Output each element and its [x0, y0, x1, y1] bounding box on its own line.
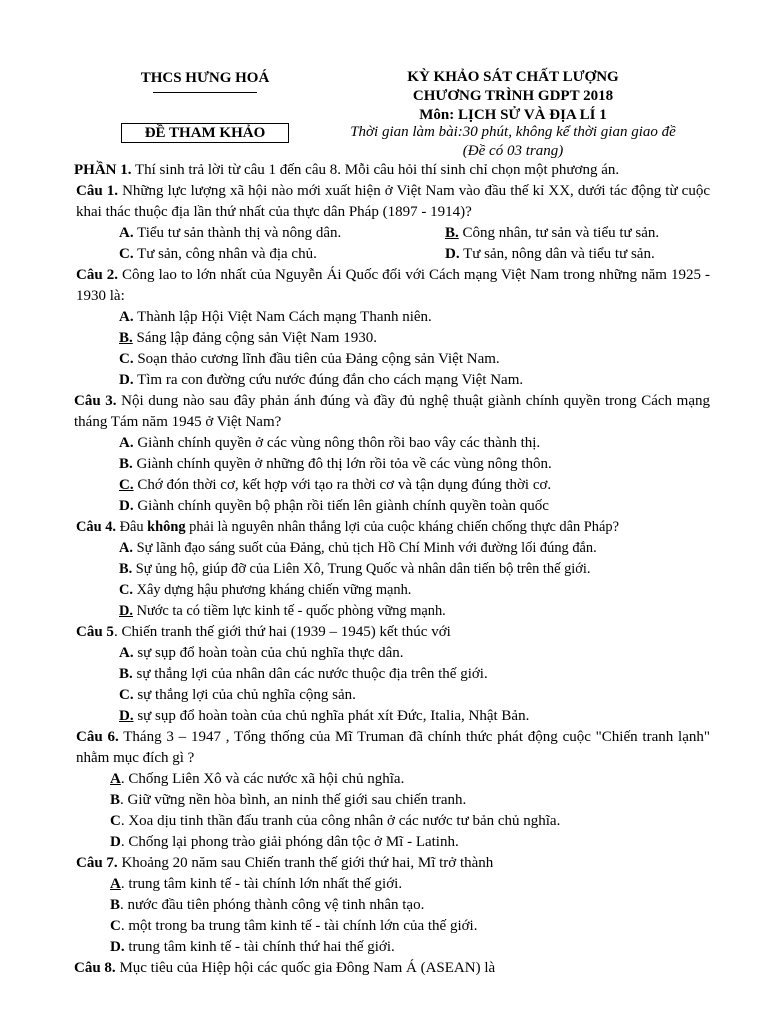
- part1-label: PHẦN 1.: [74, 162, 132, 178]
- option-c[interactable]: [74, 580, 710, 601]
- option-letter: C.: [119, 582, 133, 598]
- option-b[interactable]: [74, 664, 710, 685]
- option-letter: C.: [119, 477, 134, 493]
- question-text: Tháng 3 – 1947 , Tổng thống của Mĩ Truman đã chính thức phát động cuộc "Chiến tranh lạnh" nhằm mục đích gì ?: [76, 729, 710, 766]
- option-b[interactable]: [74, 454, 710, 475]
- option-text: . một trong ba trung tâm kinh tế - tài chính lớn của thế giới.: [120, 918, 478, 934]
- option-text: Tư sản, công nhân và địa chủ.: [133, 246, 317, 262]
- option-text: sự thắng lợi của chủ nghĩa cộng sản.: [133, 687, 356, 703]
- question-1: [74, 181, 710, 223]
- exam-body: [74, 160, 710, 979]
- option-letter: D.: [119, 372, 134, 388]
- question-4: [74, 517, 710, 538]
- option-text: sự sụp đổ hoàn toàn của chủ nghĩa phát xít Đức, Italia, Nhật Bản.: [133, 708, 530, 724]
- question-text: Công lao to lớn nhất của Nguyễn Ái Quốc đối với Cách mạng Việt Nam trong những năm 1925 - 1930 là:: [76, 267, 710, 304]
- option-text: Chớ đón thời cơ, kết hợp với tạo ra thời cơ và tận dụng đúng thời cơ.: [133, 477, 552, 493]
- question-label: Câu 8.: [74, 960, 116, 976]
- option-letter: A: [110, 876, 121, 892]
- option-letter: D.: [445, 246, 460, 262]
- question-text: Khoảng 20 năm sau Chiến tranh thế giới thứ hai, Mĩ trở thành: [117, 855, 494, 871]
- option-letter: C.: [119, 687, 134, 703]
- option-letter: A: [110, 771, 121, 787]
- option-letter: C.: [119, 351, 134, 367]
- option-text: Nước ta có tiềm lực kinh tế - quốc phòng vững mạnh.: [133, 603, 446, 619]
- option-text: Giành chính quyền ở các vùng nông thôn rồi bao vây các thành thị.: [133, 435, 541, 451]
- option-text: . Giữ vững nền hòa bình, an ninh thế giới sau chiến tranh.: [120, 792, 467, 808]
- option-letter: D.: [110, 939, 125, 955]
- option-letter: A.: [119, 645, 134, 661]
- option-text: . Xoa dịu tinh thần đấu tranh của công nhân ở các nước tư bản chủ nghĩa.: [120, 813, 561, 829]
- option-c[interactable]: [74, 811, 710, 832]
- option-text: . trung tâm kinh tế - tài chính lớn nhất thế giới.: [120, 876, 403, 892]
- option-letter: A.: [119, 435, 134, 451]
- option-text: Giành chính quyền ở những đô thị lớn rồi tỏa về các vùng nông thôn.: [132, 456, 552, 472]
- option-b[interactable]: [74, 328, 710, 349]
- option-text: Tiểu tư sản thành thị và nông dân.: [133, 225, 342, 241]
- option-text: sự sụp đổ hoàn toàn của chủ nghĩa thực dân.: [133, 645, 404, 661]
- option-letter: D.: [119, 603, 133, 619]
- subject-title: Môn: LỊCH SỬ VÀ ĐỊA LÍ 1: [419, 107, 607, 123]
- option-a[interactable]: [119, 223, 445, 244]
- question-label: Câu 6.: [76, 729, 119, 745]
- school-underline: [153, 92, 257, 93]
- option-b[interactable]: [74, 895, 710, 916]
- question-3: [74, 391, 710, 433]
- option-c[interactable]: [74, 349, 710, 370]
- time-info: [330, 123, 696, 161]
- question-6: [74, 727, 710, 769]
- option-d[interactable]: [445, 244, 655, 265]
- option-a[interactable]: [74, 433, 710, 454]
- option-letter: B.: [119, 330, 133, 346]
- question-label: Câu 5: [76, 624, 114, 640]
- option-text: Tìm ra con đường cứu nước đúng đắn cho cách mạng Việt Nam.: [133, 372, 524, 388]
- option-letter: B.: [119, 456, 133, 472]
- question-5: [74, 622, 710, 643]
- question-emphasis: không: [147, 519, 186, 535]
- option-text: Thành lập Hội Việt Nam Cách mạng Thanh niên.: [133, 309, 432, 325]
- question-pre: Đâu: [115, 519, 148, 535]
- question-label: Câu 3.: [74, 393, 117, 409]
- option-a[interactable]: [74, 643, 710, 664]
- option-letter: D.: [119, 708, 134, 724]
- q1-options-row-1: [74, 223, 710, 244]
- option-c[interactable]: [74, 916, 710, 937]
- exam-header: [330, 68, 696, 125]
- part1-instruction: [74, 160, 710, 181]
- option-d[interactable]: [74, 832, 710, 853]
- option-c[interactable]: [74, 685, 710, 706]
- option-b[interactable]: [74, 790, 710, 811]
- question-8: [74, 958, 710, 979]
- option-text: . nước đầu tiên phóng thành công vệ tinh nhân tạo.: [120, 897, 425, 913]
- option-letter: B: [110, 897, 121, 913]
- option-letter: C: [110, 813, 121, 829]
- option-letter: C: [110, 918, 121, 934]
- question-label: Câu 4.: [76, 519, 116, 535]
- question-text: . Chiến tranh thế giới thứ hai (1939 – 1945) kết thúc với: [113, 624, 451, 640]
- option-text: Sự lãnh đạo sáng suốt của Đảng, chủ tịch Hồ Chí Minh với đường lối đúng đắn.: [133, 540, 597, 556]
- option-text: . Chống Liên Xô và các nước xã hội chủ nghĩa.: [120, 771, 405, 787]
- option-a[interactable]: [74, 769, 710, 790]
- option-b[interactable]: [74, 559, 710, 580]
- option-a[interactable]: [74, 538, 710, 559]
- program-title: CHƯƠNG TRÌNH GDPT 2018: [412, 88, 614, 104]
- time-note: Thời gian làm bài:30 phút, không kể thời gian giao đề: [350, 124, 676, 140]
- question-text: Những lực lượng xã hội nào mới xuất hiện ở Việt Nam vào đầu thế kỉ XX, dưới tác động từ cuộc khai thác thuộc địa lần thứ nhất của thực dân Pháp (1897 - 1914)?: [76, 183, 710, 220]
- reference-exam-box: ĐỀ THAM KHẢO: [121, 123, 289, 143]
- option-text: Xây dựng hậu phương kháng chiến vững mạnh.: [133, 582, 412, 598]
- option-c[interactable]: [119, 244, 445, 265]
- option-d[interactable]: [74, 601, 710, 622]
- exam-title: KỲ KHẢO SÁT CHẤT LƯỢNG: [407, 69, 619, 85]
- option-letter: D.: [119, 498, 134, 514]
- option-text: Giành chính quyền bộ phận rồi tiến lên giành chính quyền toàn quốc: [133, 498, 549, 514]
- pages-note: (Đề có 03 trang): [462, 143, 564, 159]
- option-letter: B.: [119, 561, 133, 577]
- question-text: Mục tiêu của Hiệp hội các quốc gia Đông Nam Á (ASEAN) là: [115, 960, 496, 976]
- question-label: Câu 7.: [76, 855, 118, 871]
- option-d[interactable]: [74, 370, 710, 391]
- option-letter: A.: [119, 225, 134, 241]
- option-text: . Chống lại phong trào giải phóng dân tộc ở Mĩ - Latinh.: [120, 834, 459, 850]
- option-text: Công nhân, tư sản và tiểu tư sản.: [458, 225, 660, 241]
- option-a[interactable]: [74, 874, 710, 895]
- option-text: Soạn thảo cương lĩnh đầu tiên của Đảng cộng sản Việt Nam.: [133, 351, 500, 367]
- option-letter: A.: [119, 540, 133, 556]
- option-letter: D: [110, 834, 121, 850]
- option-letter: C.: [119, 246, 134, 262]
- part1-text: Thí sinh trả lời từ câu 1 đến câu 8. Mỗi câu hỏi thí sinh chỉ chọn một phương án.: [131, 162, 620, 178]
- option-letter: B: [110, 792, 121, 808]
- school-name: THCS HƯNG HOÁ: [140, 70, 270, 86]
- option-d[interactable]: [74, 937, 710, 958]
- school-header: [120, 68, 290, 93]
- question-2: [74, 265, 710, 307]
- option-text: Sự ủng hộ, giúp đỡ của Liên Xô, Trung Quốc và nhân dân tiến bộ trên thế giới.: [132, 561, 591, 577]
- option-b[interactable]: [445, 223, 659, 244]
- option-d[interactable]: [74, 496, 710, 517]
- q1-options-row-2: [74, 244, 710, 265]
- option-c[interactable]: [74, 475, 710, 496]
- option-text: trung tâm kinh tế - tài chính thứ hai thế giới.: [124, 939, 395, 955]
- option-a[interactable]: [74, 307, 710, 328]
- option-text: sự thắng lợi của nhân dân các nước thuộc địa trên thế giới.: [132, 666, 488, 682]
- question-7: [74, 853, 710, 874]
- question-label: Câu 1.: [76, 183, 118, 199]
- question-label: Câu 2.: [76, 267, 118, 283]
- question-text: Nội dung nào sau đây phản ánh đúng và đầy đủ nghệ thuật giành chính quyền trong Cách mạng tháng Tám năm 1945 ở Việt Nam?: [74, 393, 710, 430]
- question-text: phải là nguyên nhân thắng lợi của cuộc kháng chiến chống thực dân Pháp?: [185, 519, 619, 535]
- option-letter: B.: [445, 225, 459, 241]
- option-letter: B.: [119, 666, 133, 682]
- option-letter: A.: [119, 309, 134, 325]
- option-text: Tư sản, nông dân và tiểu tư sản.: [459, 246, 655, 262]
- option-text: Sáng lập đảng cộng sản Việt Nam 1930.: [132, 330, 377, 346]
- option-d[interactable]: [74, 706, 710, 727]
